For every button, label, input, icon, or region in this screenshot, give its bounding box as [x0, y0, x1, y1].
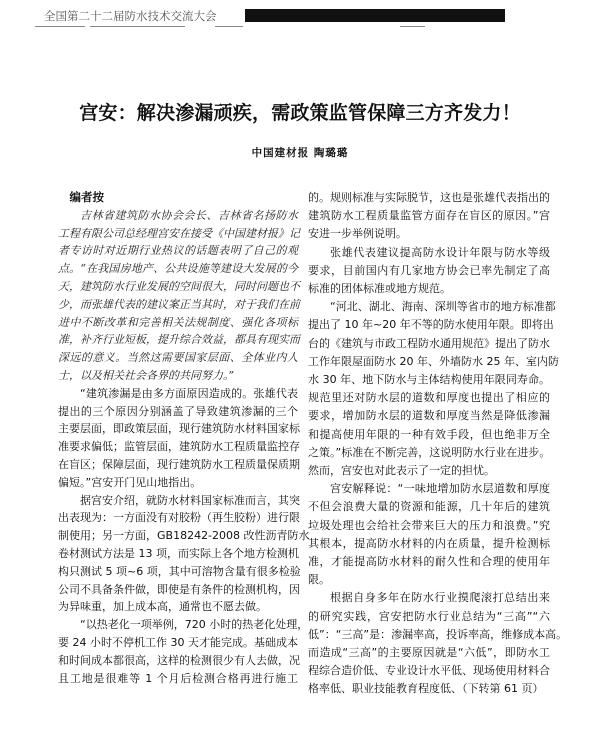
text-line: 公司不具备条件做，即使是有条件的检测机构，因 [58, 582, 300, 596]
text-line: 进中不断改革和完善相关法规制度、强化各项标 [58, 315, 298, 329]
text-line: 根据自身多年在防水行业摸爬滚打总结出来 [330, 591, 550, 605]
text-line: 据宫安介绍，就防水材料国家标准而言，其突 [80, 493, 300, 507]
text-line: 构只测试 5 项~6 项，其中可溶物含量有很多检验 [58, 564, 301, 578]
text-line: 深远的意义。当然这需要国家层面、全体业内人 [58, 351, 298, 365]
text-line: 之策。”标准在不断完善，这说明防水行业在进步。 [308, 445, 551, 459]
left-column [58, 189, 310, 687]
text-line: 少，而张雄代表的建议案正当其时，对于我们在前 [58, 297, 300, 311]
text-line: “建筑渗漏是由多方面原因造成的。张雄代表 [80, 386, 298, 400]
text-line: 安进一步举例说明。 [308, 227, 407, 241]
text-line: 规范里还对防水层的道数和厚度也提出了相应的 [308, 391, 550, 405]
text-line: 要求，目前国内有几家地方协会已率先制定了高 [308, 263, 550, 277]
text-line: 的。规则标准与实际脱节，这也是张雄代表指出的 [308, 191, 550, 204]
text-line: 准要求偏低；监管层面，建筑防水工程质量监控存 [58, 440, 300, 454]
text-line: 和时间成本都很高，这样的检测很少有人去做，况 [58, 653, 300, 667]
header-rule [400, 26, 425, 27]
text-line: 标准的团体标准或地方规范。 [308, 282, 451, 296]
text-line: 台的《建筑与市政工程防水通用规范》提出了防水 [308, 336, 550, 350]
text-line: 提出了 10 年~20 年不等的防水使用年限。即将出 [308, 318, 554, 332]
text-line: 限。 [308, 573, 330, 587]
paragraph [308, 480, 550, 589]
text-line: 制使用；另一方面，GB18242-2008 改性沥青防水 [58, 529, 310, 543]
article-byline: 中国建材报 陶璐璐 [251, 147, 349, 159]
text-line: 出表现为：一方面没有对胶粉（再生胶粉）进行限 [58, 511, 300, 525]
conference-name: 全国第二十二届防水技术交流大会 [44, 9, 217, 23]
text-line: 者专访时对近期行业热议的话题表明了自己的观 [58, 244, 298, 258]
paragraph [308, 589, 568, 698]
text-line: 其根本，提高防水材料的内在质量，提升检测标 [308, 536, 550, 550]
text-line: 工程有限公司总经理宫安在接受《中国建材报》记 [58, 226, 300, 240]
text-line: 士，以及相关社会各界的共同努力。” [58, 368, 235, 382]
paragraph [58, 616, 309, 687]
text-line: “河北、湖北、海南、深圳等省市的地方标准都 [330, 300, 556, 314]
text-line: 要 24 小时不停机工作 30 天才能完成。基础成本 [58, 635, 298, 649]
text-line: 偏短。”宫安开门见山地指出。 [58, 475, 202, 489]
text-line: 卷材测试方法是 13 项，而实际上各个地方检测机 [58, 546, 299, 560]
text-line: 程综合造价低、专业设计水平低、现场使用材料合 [308, 664, 550, 678]
text-line: 天，建筑防水行业发展的空间很大，同时问题也不 [58, 279, 300, 293]
text-line: 为异味重，加上成本高，通常也不愿去做。 [58, 600, 267, 614]
right-column [308, 189, 568, 699]
text-line: 吉林省建筑防水协会会长、吉林省名扬防水 [80, 208, 298, 222]
text-line: 且工地是很难等 1 个月后检测合格再进行施工 [58, 671, 298, 685]
header-rule [35, 26, 85, 27]
text-line: 张雄代表建议提高防水设计年限与防水等级 [330, 245, 550, 259]
paragraph [58, 492, 310, 617]
text-line: 不但会浪费大量的资源和能源，几十年后的建筑 [308, 500, 550, 514]
editor-note-label: 编者按 [69, 190, 104, 204]
text-line: 格率低、职业技能教育程度低、（下转第 61 页） [308, 682, 544, 696]
text-line: 点。“在我国房地产、公共设施等建设大发展的今 [58, 262, 298, 276]
editorial-note [58, 207, 298, 385]
text-line: 要求，增加防水层的道数和厚度当然是降低渗漏 [308, 409, 550, 423]
text-line: 工作年限屋面防水 20 年、外墙防水 25 年、室内防 [308, 354, 559, 368]
text-line: 垃圾处理也会给社会带来巨大的压力和浪费。”究 [308, 518, 550, 532]
text-line: 水 30 年、地下防水与主体结构使用年限同寿命。 [308, 373, 550, 387]
paragraph [308, 298, 559, 480]
text-line: 准，补齐行业短板，提升综合效益，都具有现实而 [58, 333, 300, 347]
header-rule [215, 26, 243, 27]
article-title: 宫安：解决渗漏顽疾，需政策监管保障三方齐发力！ [79, 102, 521, 124]
text-line: 的研究实践，宫安把防水行业总结为“三高”“六 [308, 609, 550, 623]
text-line: 低”：“三高”是：渗漏率高，投诉率高，维修成本高。 [308, 627, 568, 641]
text-line: 主要层面，即政策层面，现行建筑防水材料国家标 [58, 422, 300, 436]
text-line: 建筑防水工程质量监管方面存在盲区的原因。”宫 [308, 209, 550, 223]
text-line: 提出的三个原因分别涵盖了导致建筑渗漏的三个 [58, 404, 298, 418]
paragraph [308, 189, 550, 244]
text-line: 准，才能提高防水材料的耐久性和合理的使用年 [308, 555, 550, 569]
paragraph [58, 385, 298, 492]
text-line: 和提高使用年限的一种有效手段，但也绝非万全 [308, 427, 550, 441]
text-line: 而造成“三高”的主要原因就是“六低”，即防水工 [308, 646, 550, 660]
text-line: 宫安解释说：“一味地增加防水层道数和厚度 [330, 482, 550, 496]
text-line: 在盲区；保障层面，现行建筑防水工程质量保质期 [58, 457, 300, 471]
header-black-bar [245, 9, 505, 22]
header-rule [90, 26, 185, 27]
text-line: 然而，宫安也对此表示了一定的担忧。 [308, 464, 495, 478]
text-line: “以热老化一项举例，720 小时的热老化处理， [80, 618, 309, 632]
paragraph [308, 244, 550, 299]
